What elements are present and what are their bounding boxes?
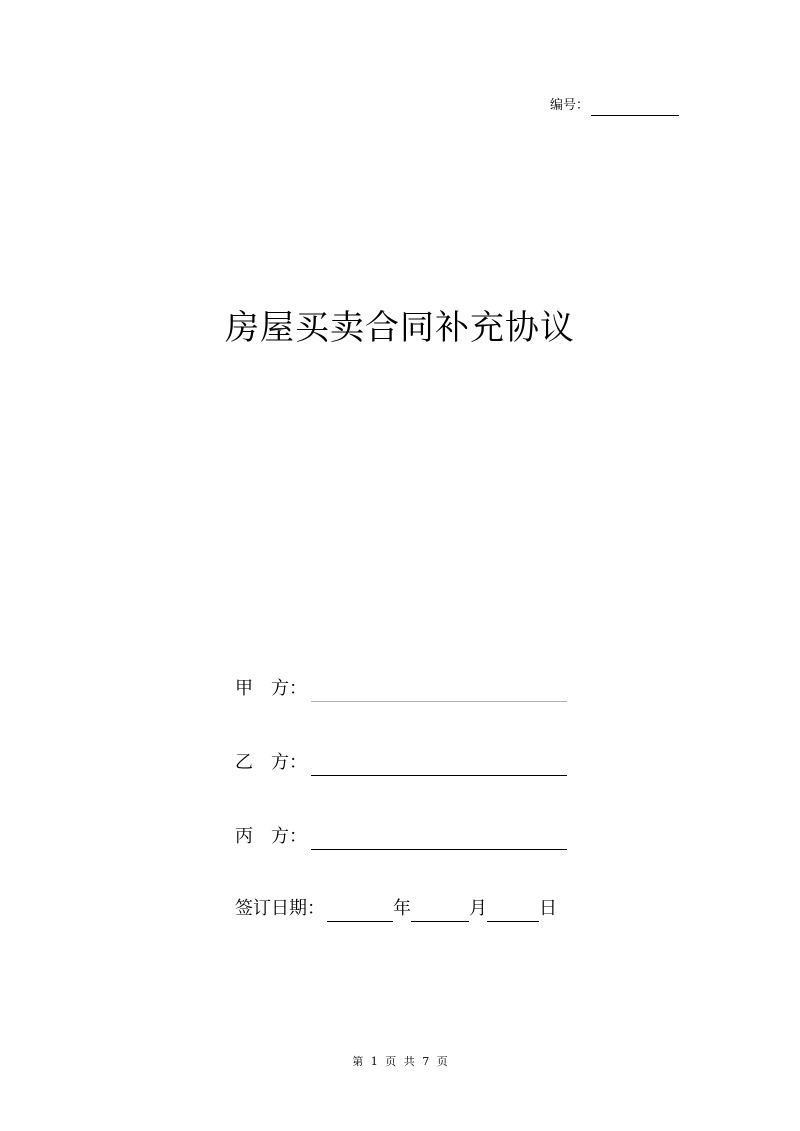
document-title: 房屋买卖合同补充协议 [225, 308, 575, 348]
party-b-row [235, 750, 567, 776]
serial-number [550, 96, 679, 116]
party-b-label: 乙 方： [235, 752, 307, 773]
party-c-blank-line[interactable] [311, 829, 567, 850]
sign-date-label: 签订日期： [235, 898, 325, 919]
party-a-row [235, 676, 567, 702]
party-a-blank-line[interactable] [311, 681, 567, 702]
month-label: 月 [469, 898, 487, 919]
day-blank-line[interactable] [487, 901, 539, 922]
serial-label: 编号： [550, 98, 590, 113]
serial-blank-line[interactable] [591, 99, 679, 116]
month-blank-line[interactable] [411, 901, 469, 922]
party-c-label: 丙 方： [235, 826, 307, 847]
party-c-row [235, 824, 567, 850]
party-b-blank-line[interactable] [311, 755, 567, 776]
year-label: 年 [393, 898, 411, 919]
day-label: 日 [539, 898, 557, 919]
year-blank-line[interactable] [327, 901, 393, 922]
page-number-footer: 第 1 页 共 7 页 [352, 1055, 448, 1068]
party-a-label: 甲 方： [235, 678, 307, 699]
sign-date-row [235, 896, 557, 922]
